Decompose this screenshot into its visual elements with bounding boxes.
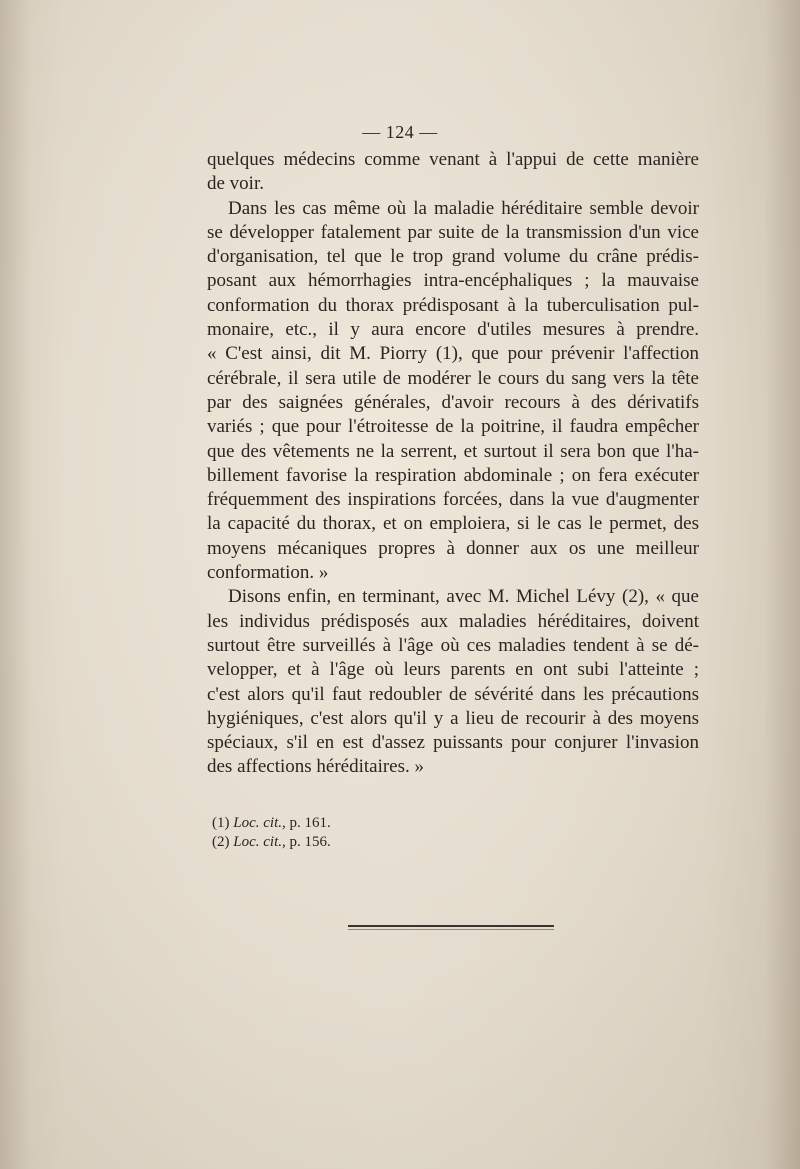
end-rule-thin [348,929,554,930]
footnote-reference: Loc. cit. [233,815,282,831]
text-line: cérébrale, il sera utile de modérer le cours du sang vers la tête [207,367,699,389]
footnote-reference: Loc. cit. [233,834,282,850]
footnote-number: (1) [212,815,230,831]
text-line: par des saignées générales, d'avoir recours à des dérivatifs [207,391,699,413]
footnote-page: , p. 161. [282,815,331,831]
end-rule [348,925,554,927]
text-line: moyens mécaniques propres à donner aux os une meilleur [207,537,699,559]
text-line: que des vêtements ne la serrent, et surtout il sera bon que l'ha- [207,440,699,462]
footnote-page: , p. 156. [282,834,331,850]
text-line: billement favorise la respiration abdominale ; on fera exécuter [207,464,699,486]
footnote-number: (2) [212,834,230,850]
text-line: monaire, etc., il y aura encore d'utiles mesures à prendre. [207,319,699,341]
footnote [212,833,512,852]
text-line: les individus prédisposés aux maladies héréditaires, doivent [207,610,699,632]
text-line: conformation du thorax prédisposant à la tuberculisation pul- [207,294,699,316]
text-line: c'est alors qu'il faut redoubler de sévérité dans les précautions [207,683,699,705]
text-line: Dans les cas même où la maladie héréditaire semble devoir [228,197,699,219]
page-edge-shadow-left [0,0,30,1169]
page-number: — 124 — [362,122,438,142]
text-line: Disons enfin, en terminant, avec M. Michel Lévy (2), « que [228,586,699,608]
body-text [207,148,699,780]
text-line: spéciaux, s'il en est d'assez puissants pour conjurer l'invasion [207,732,699,754]
text-line: posant aux hémorrhagies intra-encéphaliques ; la mauvaise [207,270,699,292]
text-line: fréquemment des inspirations forcées, dans la vue d'augmenter [207,489,699,511]
text-line: conformation. » [207,562,329,584]
text-line: surtout être surveillés à l'âge où ces maladies tendent à se dé- [207,634,699,656]
text-line: se développer fatalement par suite de la transmission d'un vice [207,221,699,243]
text-line: des affections héréditaires. » [207,756,425,778]
text-line: de voir. [207,173,264,195]
text-line: « C'est ainsi, dit M. Piorry (1), que pour prévenir l'affection [207,343,699,365]
text-line: d'organisation, tel que le trop grand volume du crâne prédis- [207,246,699,268]
footnotes [212,814,512,852]
text-line: velopper, et à l'âge où leurs parents en ont subi l'atteinte ; [207,659,699,681]
text-line: la capacité du thorax, et on emploiera, si le cas le permet, des [207,513,699,535]
page-edge-shadow-right [764,0,800,1169]
text-line: variés ; que pour l'étroitesse de la poitrine, il faudra empêcher [207,416,699,438]
footnote [212,814,512,833]
text-line: quelques médecins comme venant à l'appui de cette manière [207,149,699,170]
text-line: hygiéniques, c'est alors qu'il y a lieu de recourir à des moyens [207,707,699,729]
